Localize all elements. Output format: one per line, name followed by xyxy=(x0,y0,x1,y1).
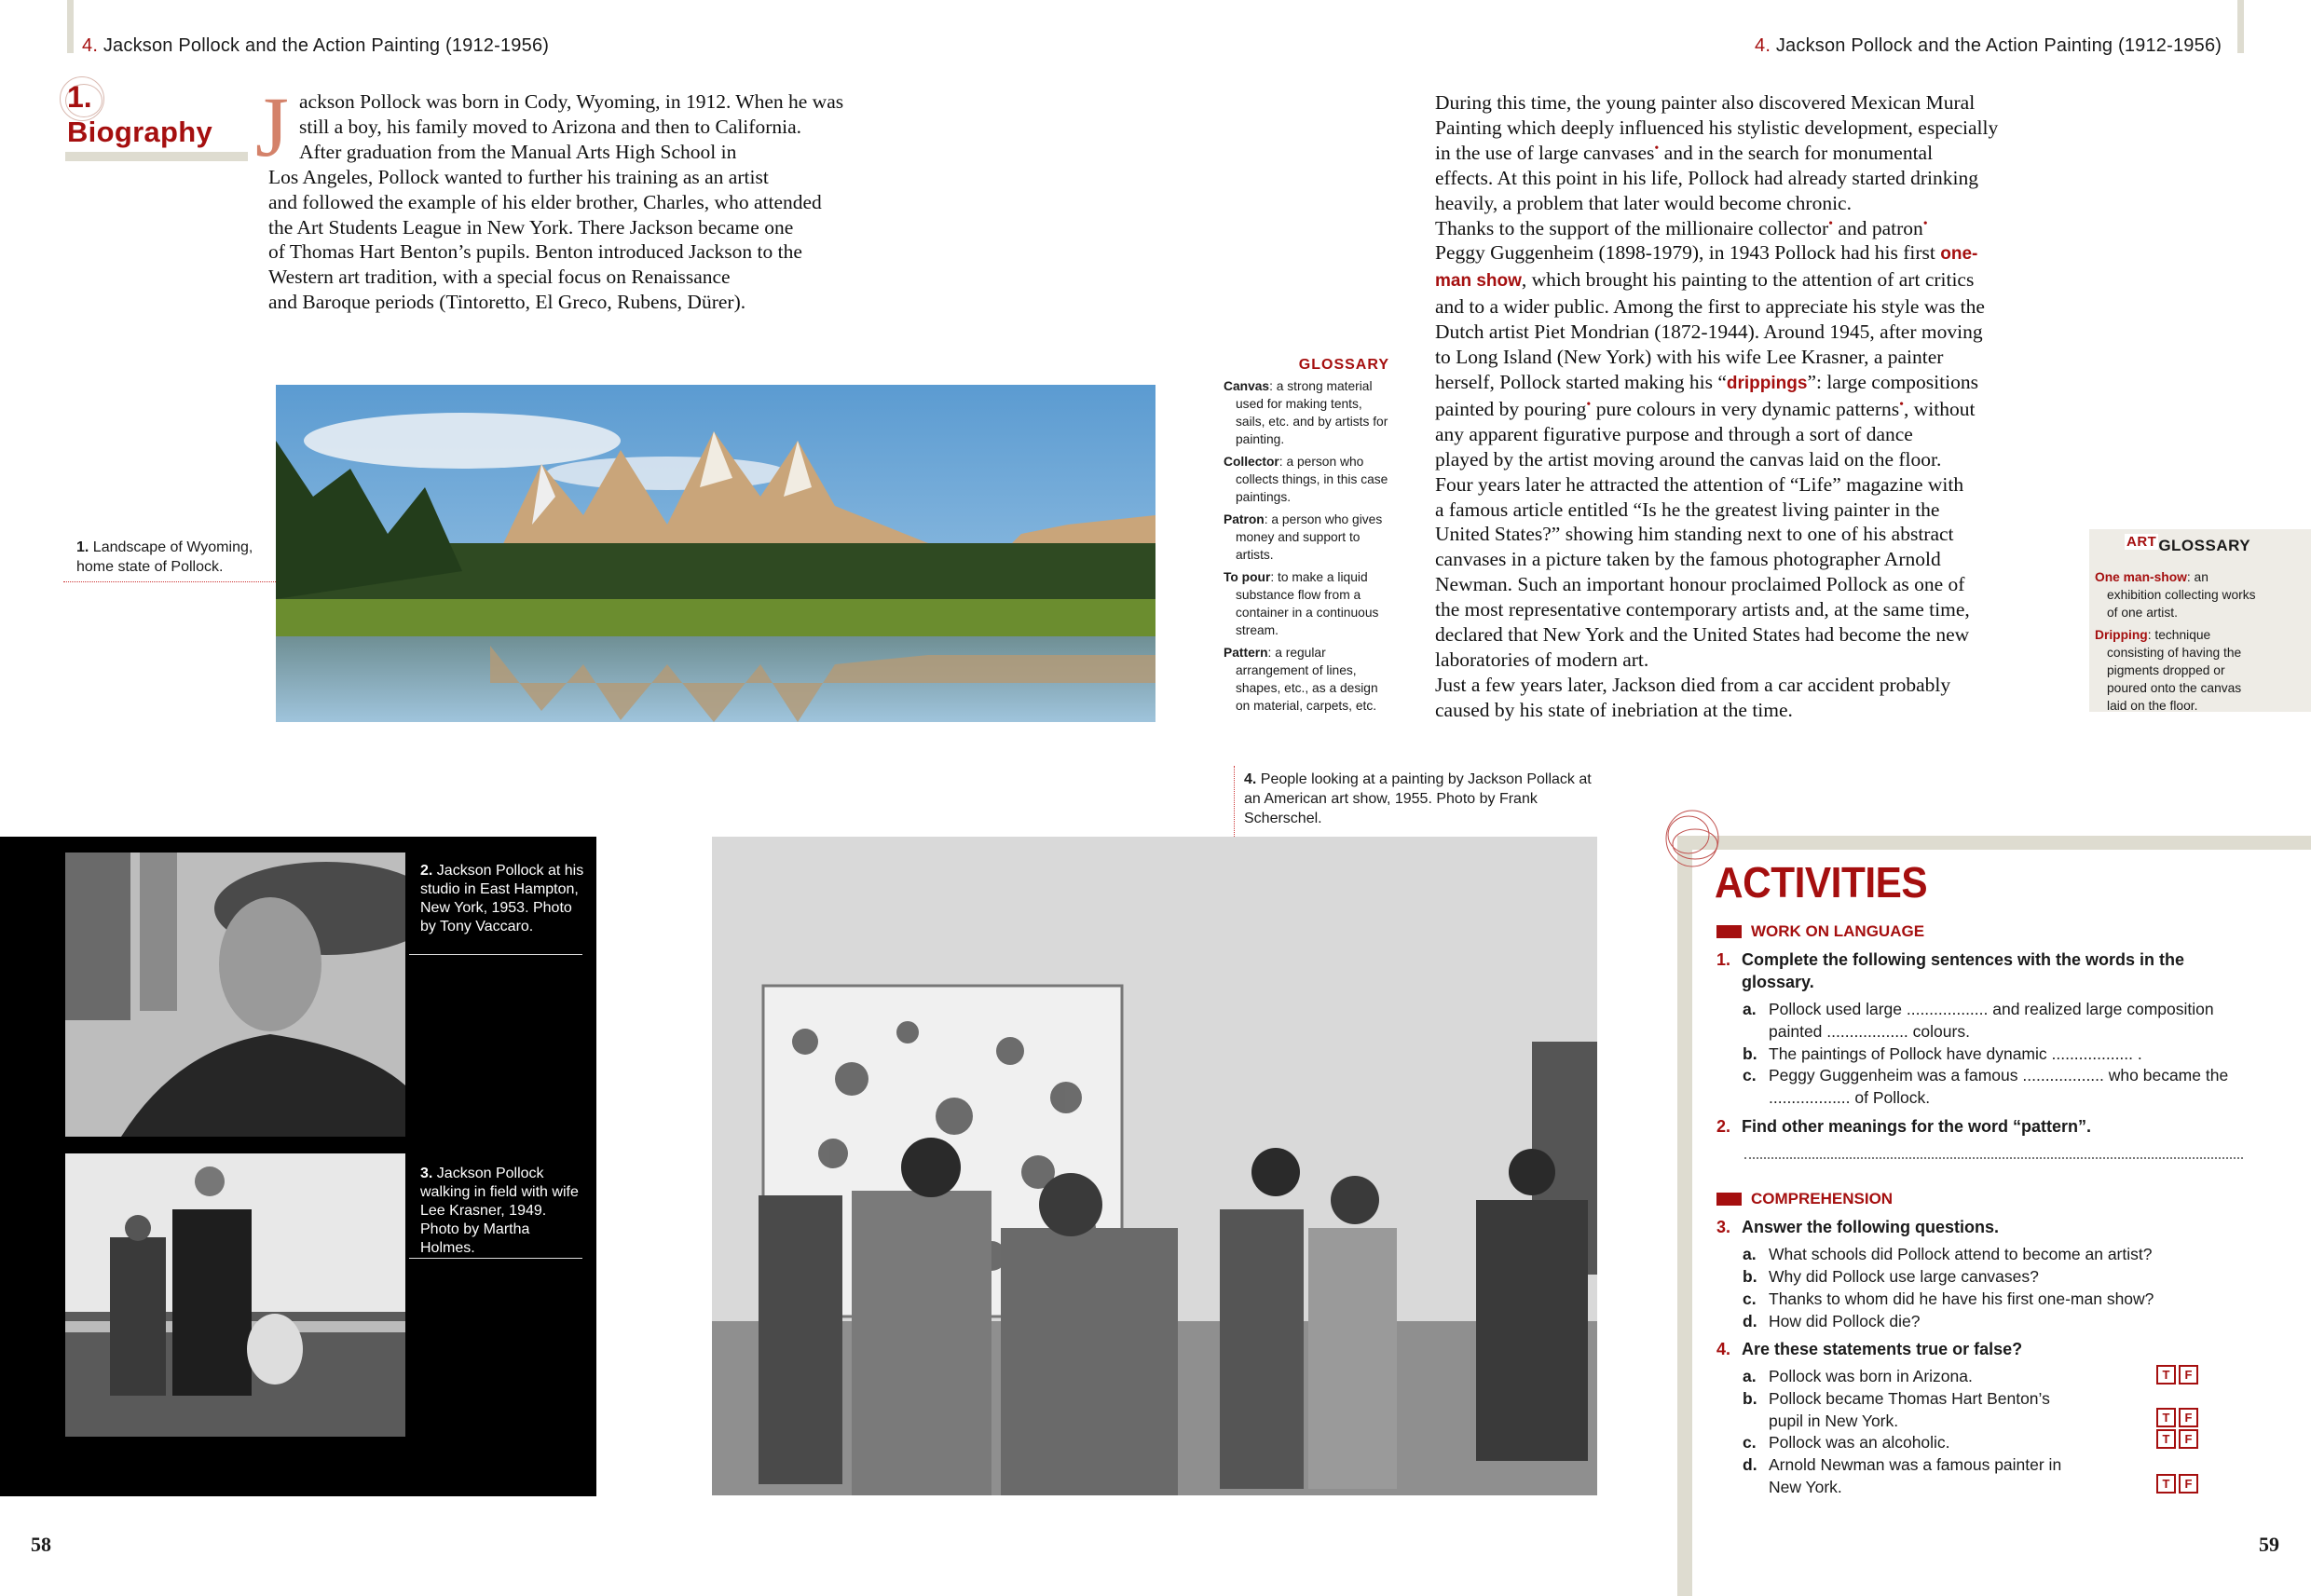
text-line: During this time, the young painter also discovered Mexican Mural xyxy=(1435,91,1976,114)
question-4d xyxy=(1743,1454,2115,1498)
chapter-number: 4. xyxy=(82,35,99,56)
section-marker-icon xyxy=(1716,925,1742,938)
question-number: 2. xyxy=(1716,1117,1731,1136)
true-checkbox[interactable]: T xyxy=(2156,1365,2176,1385)
text-segment: ”: large compositions xyxy=(1807,370,1978,393)
chapter-title: Jackson Pollock and the Action Painting (1912-1956) xyxy=(103,35,550,56)
true-checkbox[interactable]: T xyxy=(2156,1408,2176,1427)
caption-text: People looking at a painting by Jackson Pollack at an American art show, 1955. Photo by Frank Scherschel. xyxy=(1244,771,1592,826)
item-label: a. xyxy=(1743,1000,1757,1018)
glossary-term: Collector xyxy=(1224,455,1279,469)
text-segment: , without xyxy=(1904,397,1976,420)
caption-number: 3. xyxy=(420,1166,433,1181)
drop-cap: J xyxy=(255,79,289,174)
true-false-4a xyxy=(2156,1365,2198,1385)
item-label: d. xyxy=(1743,1455,1757,1474)
item-text: Pollock was born in Arizona. xyxy=(1769,1367,1973,1385)
item-text: Thanks to whom did he have his first one-man show? xyxy=(1769,1289,2154,1308)
right-page-spine-bar xyxy=(2237,0,2244,53)
landscape-photo-wyoming xyxy=(276,385,1156,722)
text-line: heavily, a problem that later would become chronic. xyxy=(1435,191,1852,214)
glossary-term: Patron xyxy=(1224,512,1265,526)
text-line: and followed the example of his elder brother, Charles, who attended xyxy=(268,190,822,213)
item-text: Arnold Newman was a famous painter in New York. xyxy=(1769,1455,2062,1496)
text-segment: pure colours in very dynamic patterns xyxy=(1591,397,1900,420)
text-segment: painted by pouring xyxy=(1435,397,1587,420)
page-number-left: 58 xyxy=(31,1533,51,1556)
text-line: the most representative contemporary artists and, at the same time, xyxy=(1435,598,1970,621)
item-text: How did Pollock die? xyxy=(1769,1312,1921,1330)
glossary-definition: : a person who collects things, in this case paintings. xyxy=(1236,455,1388,504)
text-line: any apparent figurative purpose and through a sort of dance xyxy=(1435,422,1913,445)
text-line xyxy=(1435,240,2069,267)
photo-pollock-studio xyxy=(65,853,405,1137)
glossary-definition: : a strong material used for making tents, sails, etc. and by artists for painting. xyxy=(1236,379,1388,446)
section-heading: COMPREHENSION xyxy=(1751,1190,1894,1207)
glossary-entry xyxy=(1224,377,1389,448)
art-glossary-entry xyxy=(2095,568,2261,621)
text-line: and to a wider public. Among the first to appreciate his style was the xyxy=(1435,295,1985,319)
text-line: Los Angeles, Pollock wanted to further his training as an artist xyxy=(268,165,769,188)
glossary-definition: : an exhibition collecting works of one artist. xyxy=(2107,570,2256,620)
question-3a xyxy=(1743,1244,2264,1266)
caption-rule xyxy=(63,581,276,582)
question-number: 3. xyxy=(1716,1218,1731,1236)
glossary-label: GLOSSARY xyxy=(2158,537,2251,554)
caption-1 xyxy=(76,538,272,577)
page-number-right: 59 xyxy=(2259,1533,2279,1556)
text-segment: and patron xyxy=(1833,216,1923,239)
section-number: 1. xyxy=(67,80,92,114)
text-line xyxy=(1435,370,2069,397)
true-false-4c xyxy=(2156,1429,2198,1449)
text-line: Painting which deeply influenced his stylistic development, especially xyxy=(1435,116,1999,139)
art-glossary-box xyxy=(2089,529,2311,712)
running-head-right xyxy=(1755,35,2222,57)
question-3d xyxy=(1743,1311,2264,1333)
question-number: 4. xyxy=(1716,1340,1731,1358)
text-line: After graduation from the Manual Arts High School in xyxy=(299,140,737,163)
caption-text: Landscape of Wyoming, home state of Pollock. xyxy=(76,539,253,575)
question-4c xyxy=(1743,1432,2115,1454)
text-line: Four years later he attracted the attention of “Life” magazine with xyxy=(1435,472,1964,496)
art-glossary-title xyxy=(2125,534,2251,555)
text-line: Just a few years later, Jackson died from a car accident probably xyxy=(1435,673,1951,696)
question-4b xyxy=(1743,1388,2115,1432)
activities-frame-top xyxy=(1677,836,2311,850)
glossary-marker-icon: • xyxy=(1586,397,1592,412)
text-line xyxy=(1435,216,2069,241)
activities-frame-left xyxy=(1677,836,1692,1596)
glossary-marker-icon: • xyxy=(1899,397,1904,412)
section-title-underline xyxy=(65,152,248,161)
question-number: 1. xyxy=(1716,950,1731,969)
glossary-term: Canvas xyxy=(1224,379,1270,393)
question-text: Answer the following questions. xyxy=(1742,1218,2000,1236)
highlight-term: drippings xyxy=(1726,373,1808,393)
item-text: Pollock became Thomas Hart Benton’s pupil in New York. xyxy=(1769,1389,2050,1430)
biography-text-col2 xyxy=(1435,90,2069,723)
glossary-marker-icon: • xyxy=(1654,141,1660,156)
item-text: Peggy Guggenheim was a famous .................. who became the .................. of Pollock. xyxy=(1769,1066,2229,1107)
text-line xyxy=(1435,397,2069,422)
question-text: Find other meanings for the word “pattern”. xyxy=(1742,1117,2092,1136)
item-text: Why did Pollock use large canvases? xyxy=(1769,1267,2039,1286)
text-line: Western art tradition, with a special focus on Renaissance xyxy=(268,266,731,289)
highlight-term: one- xyxy=(1940,244,1978,265)
text-line: United States?” showing him standing next to one of his abstract xyxy=(1435,523,1954,546)
text-line: of Thomas Hart Benton’s pupils. Benton introduced Jackson to the xyxy=(268,240,802,264)
chapter-number: 4. xyxy=(1755,35,1771,56)
caption-text: Jackson Pollock walking in field with wife Lee Krasner, 1949. Photo by Martha Holmes. xyxy=(420,1166,579,1256)
true-false-4b xyxy=(2156,1408,2198,1427)
chapter-title: Jackson Pollock and the Action Painting (1912-1956) xyxy=(1775,35,2222,56)
text-line: played by the artist moving around the canvas laid on the floor. xyxy=(1435,447,1942,471)
text-line xyxy=(1435,267,2069,294)
caption-number: 4. xyxy=(1244,771,1257,787)
art-glossary-entry xyxy=(2095,626,2261,715)
text-segment: and in the search for monumental xyxy=(1659,141,1934,164)
glossary-entry xyxy=(1224,453,1389,506)
item-label: d. xyxy=(1743,1312,1757,1330)
question-1 xyxy=(1716,948,2257,993)
caption-2 xyxy=(420,862,588,936)
text-segment: Peggy Guggenheim (1898-1979), in 1943 Pollock had his first xyxy=(1435,241,1941,265)
question-4a xyxy=(1743,1366,2115,1388)
true-checkbox[interactable]: T xyxy=(2156,1474,2176,1494)
item-text: The paintings of Pollock have dynamic .................. . xyxy=(1769,1044,2142,1063)
text-line: laboratories of modern art. xyxy=(1435,648,1649,671)
activities-title: ACTIVITIES xyxy=(1715,858,1928,907)
photo-exhibition-1955 xyxy=(712,837,1597,1495)
text-line: Dutch artist Piet Mondrian (1872-1944). Around 1945, after moving xyxy=(1435,321,1983,344)
section-marker-icon xyxy=(1716,1193,1742,1206)
text-line: caused by his state of inebriation at the time. xyxy=(1435,698,1793,721)
text-segment: herself, Pollock started making his “ xyxy=(1435,370,1727,393)
glossary-definition: : technique consisting of having the pigments dropped or poured onto the canvas laid on the floor. xyxy=(2107,628,2242,713)
highlight-term: man show xyxy=(1435,271,1522,292)
question-2 xyxy=(1716,1115,2257,1138)
question-3c xyxy=(1743,1289,2264,1311)
question-1c xyxy=(1743,1065,2264,1109)
glossary-definition: : to make a liquid substance flow from a container in a continuous stream. xyxy=(1236,570,1379,637)
question-3 xyxy=(1716,1216,2257,1238)
false-checkbox[interactable]: F xyxy=(2179,1474,2198,1494)
caption-4 xyxy=(1244,770,1598,828)
glossary-definition: : a person who gives money and support to artists. xyxy=(1236,512,1383,562)
text-line: effects. At this point in his life, Pollock had already started drinking xyxy=(1435,166,1978,189)
text-line: the Art Students League in New York. There Jackson became one xyxy=(268,215,794,239)
caption-number: 2. xyxy=(420,863,433,879)
section-comprehension xyxy=(1716,1190,1893,1208)
question-text: Complete the following sentences with the words in the glossary. xyxy=(1742,950,2185,991)
text-line: Newman. Such an important honour proclaimed Pollock as one of xyxy=(1435,573,1965,596)
section-work-on-language xyxy=(1716,922,1924,941)
glossary-entry xyxy=(1224,511,1389,564)
item-label: b. xyxy=(1743,1044,1757,1063)
glossary-box xyxy=(1224,356,1389,719)
caption-text: Jackson Pollock at his studio in East Hampton, New York, 1953. Photo by Tony Vaccaro. xyxy=(420,863,584,934)
caption-rule xyxy=(1234,766,1235,837)
text-line: ackson Pollock was born in Cody, Wyoming, in 1912. When he was xyxy=(299,90,844,113)
caption-rule xyxy=(409,954,582,955)
question-text: Are these statements true or false? xyxy=(1742,1340,2023,1358)
glossary-term: To pour xyxy=(1224,570,1271,584)
glossary-term: Pattern xyxy=(1224,646,1268,660)
true-false-4d xyxy=(2156,1474,2198,1494)
item-label: a. xyxy=(1743,1245,1757,1263)
glossary-marker-icon: • xyxy=(1922,216,1928,231)
item-label: a. xyxy=(1743,1367,1757,1385)
text-line xyxy=(1435,141,2069,166)
text-segment: in the use of large canvases xyxy=(1435,141,1655,164)
art-label: ART xyxy=(2126,534,2157,550)
false-checkbox[interactable]: F xyxy=(2179,1408,2198,1427)
text-line: to Long Island (New York) with his wife Lee Krasner, a painter xyxy=(1435,346,1944,369)
text-segment: , which brought his painting to the attention of art critics xyxy=(1521,268,1975,292)
left-page-spine-bar xyxy=(67,0,74,53)
text-line: canvases in a picture taken by the famous photographer Arnold xyxy=(1435,548,1941,571)
false-checkbox[interactable]: F xyxy=(2179,1429,2198,1449)
caption-3 xyxy=(420,1165,588,1258)
text-segment: Thanks to the support of the millionaire collector xyxy=(1435,216,1829,239)
glossary-term: One man-show xyxy=(2095,570,2187,584)
true-checkbox[interactable]: T xyxy=(2156,1429,2176,1449)
caption-rule xyxy=(409,1258,582,1259)
item-label: b. xyxy=(1743,1267,1757,1286)
photo-pollock-krasner-field xyxy=(65,1153,405,1437)
glossary-entry xyxy=(1224,644,1389,715)
question-1b xyxy=(1743,1044,2264,1066)
item-label: b. xyxy=(1743,1389,1757,1408)
glossary-title: GLOSSARY xyxy=(1298,357,1389,373)
question-4 xyxy=(1716,1338,2257,1360)
glossary-term: Dripping xyxy=(2095,628,2148,642)
glossary-entry xyxy=(1224,568,1389,639)
caption-number: 1. xyxy=(76,539,89,555)
running-head-left xyxy=(82,35,549,57)
text-line: a famous article entitled “Is he the greatest living painter in the xyxy=(1435,498,1940,521)
text-line: declared that New York and the United States had become the new xyxy=(1435,623,1970,647)
section-title: Biography xyxy=(67,116,212,148)
item-label: c. xyxy=(1743,1066,1757,1084)
text-line: still a boy, his family moved to Arizona and then to California. xyxy=(299,115,801,138)
glossary-definition: : a regular arrangement of lines, shapes, etc., as a design on material, carpets, etc. xyxy=(1236,646,1378,713)
question-1a xyxy=(1743,999,2264,1043)
decorative-rings-icon xyxy=(1663,809,1721,870)
item-text: Pollock used large .................. and realized large composition painted .................. colours. xyxy=(1769,1000,2214,1041)
item-label: c. xyxy=(1743,1289,1757,1308)
glossary-marker-icon: • xyxy=(1828,216,1834,231)
false-checkbox[interactable]: F xyxy=(2179,1365,2198,1385)
section-heading: WORK ON LANGUAGE xyxy=(1751,922,1925,940)
text-line: and Baroque periods (Tintoretto, El Greco, Rubens, Dürer). xyxy=(268,291,746,314)
item-text: What schools did Pollock attend to become an artist? xyxy=(1769,1245,2153,1263)
answer-line[interactable] xyxy=(1744,1157,2243,1159)
item-label: c. xyxy=(1743,1433,1757,1452)
question-3b xyxy=(1743,1266,2264,1289)
item-text: Pollock was an alcoholic. xyxy=(1769,1433,1950,1452)
biography-text-col1 xyxy=(268,89,883,315)
